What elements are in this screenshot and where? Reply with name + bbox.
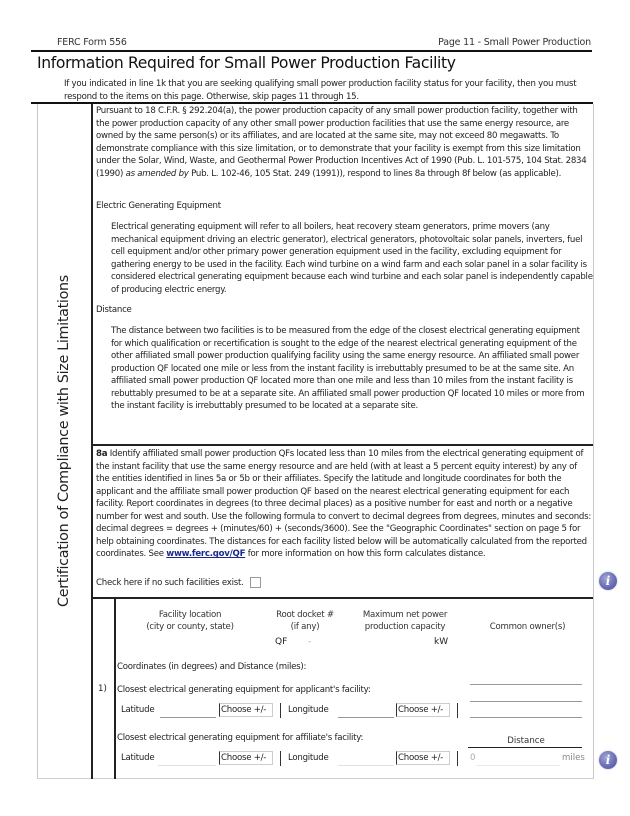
docket-prefix: QF	[275, 637, 288, 647]
affiliate-longitude-input[interactable]	[338, 752, 394, 766]
affiliate-latitude-label: Latitude	[121, 753, 155, 763]
section-top-rule	[31, 102, 593, 104]
row-number: 1)	[98, 684, 107, 694]
ege-heading: Electric Generating Equipment	[96, 201, 221, 211]
header-capacity-line2: production capacity	[364, 621, 446, 632]
distance-field	[476, 752, 560, 766]
line-8a-separator	[91, 444, 593, 446]
field-separator	[280, 703, 281, 718]
no-facilities-row	[96, 577, 261, 588]
section-right-border	[593, 104, 594, 779]
table-top-rule	[91, 597, 593, 599]
common-owner-input-2[interactable]	[470, 701, 582, 702]
label-column-divider	[91, 104, 93, 779]
applicant-longitude-input[interactable]	[338, 704, 394, 718]
applicant-equipment-label: Closest electrical generating equipment for applicant's facility:	[117, 685, 371, 695]
ege-text: Electrical generating equipment will refer to all boilers, heat recovery steam generators, prime movers (any mechanical equipment driving an electric generator), electrical generators, photovoltaic solar panels, inverters, fuel cell equipment and/or other primary power generation equipment used in the facility, excluding equipment for gathering energy to be used in the facility. Each wind turbine on a wind farm and each solar panel in a solar facility is considered electrical generating equipment because each wind turbine and each solar panel is independently capable of producing electric energy.	[111, 222, 593, 295]
line-8a-instructions	[96, 448, 592, 561]
row-number-divider	[114, 598, 116, 779]
page-title: Information Required for Small Power Production Facility	[37, 54, 456, 72]
applicant-latitude-input[interactable]	[160, 704, 216, 718]
capacity-unit: kW	[434, 637, 449, 647]
section-bottom-border	[37, 778, 594, 779]
distance-unit: miles	[562, 753, 585, 763]
no-facilities-label: Check here if no such facilities exist.	[96, 577, 244, 588]
info-icon[interactable]: i	[599, 572, 617, 590]
ferc-qf-link[interactable]: www.ferc.gov/QF	[166, 549, 246, 560]
size-limitation-paragraph	[96, 105, 592, 180]
field-separator	[457, 751, 458, 766]
line-8a-text-after: for more information on how this form calculates distance.	[245, 549, 486, 560]
line-8a-number: 8a	[96, 449, 108, 459]
affiliate-longitude-label: Longitude	[288, 753, 329, 763]
affiliate-latitude-input[interactable]	[158, 752, 216, 766]
header-location-line2: (city or county, state)	[146, 621, 234, 632]
coordinates-heading: Coordinates (in degrees) and Distance (miles):	[117, 662, 307, 672]
affiliate-latitude-sign-select[interactable]: Choose +/-	[219, 751, 273, 765]
applicant-latitude-label: Latitude	[121, 705, 155, 715]
header-rule	[31, 50, 592, 52]
header-root-docket	[270, 610, 340, 633]
intro-text: If you indicated in line 1k that you are seeking qualifying small power production facility status for your facility, then you must respond to the items on this page. Otherwise, skip pages 11 through 15.	[64, 79, 577, 102]
applicant-longitude-label: Longitude	[288, 705, 329, 715]
applicant-latitude-sign-select[interactable]: Choose +/-	[219, 703, 273, 717]
section-left-border	[37, 104, 38, 779]
header-location-line1: Facility location	[158, 610, 222, 620]
form-name: FERC Form 556	[57, 37, 127, 48]
section-side-label: Certification of Compliance with Size Limitations	[56, 275, 72, 607]
docket-input[interactable]: -	[308, 637, 312, 647]
common-owner-input-3[interactable]	[470, 717, 582, 718]
header-common-owners: Common owner(s)	[489, 622, 566, 632]
distance-heading: Distance	[96, 305, 132, 315]
no-facilities-checkbox[interactable]	[250, 577, 261, 588]
common-owner-input-1[interactable]	[470, 684, 582, 685]
header-capacity	[350, 610, 460, 633]
affiliate-equipment-label: Closest electrical generating equipment for affiliate's facility:	[117, 733, 364, 743]
distance-heading-rule	[468, 747, 582, 748]
line-8a-text: Identify affiliated small power production QFs located less than 10 miles from the electrical generating equipment of the instant facility that use the same energy resource and are held (with at least a 5 percent equity interest) by any of the entities identified in lines 5a or 5b or their affiliates. Specify the latitude and longitude coordinates for both the applicant and the affiliate small power production QF based on the nearest electrical generating equipment for each facility. Report coordinates in degrees (to three decimal places) as a positive number for east and north or a negative number for west and south. Use the following formula to convert to decimal degrees from degrees, minutes and seconds: decimal degrees = degrees + (minutes/60) + (seconds/3600). See the "Geographic Coordinates" section on page 5 for help obtaining coordinates. The distances for each facility listed below will be automatically calculated from the reported coordinates. See	[96, 449, 591, 560]
para1-post: Pub. L. 102-46, 105 Stat. 249 (1991)), respond to lines 8a through 8f below (as applicable).	[188, 168, 562, 179]
affiliate-longitude-sign-select[interactable]: Choose +/-	[396, 751, 450, 765]
distance-text: The distance between two facilities is to be measured from the edge of the closest electrical generating equipment for which qualification or recertification is sought to the edge of the nearest electrical generating equipment of the other affiliated small power production qualifying facility using the same energy resource. An affiliated small power production QF located one mile or less from the instant facility is irrebuttably presumed to be at the same site. An affiliated small power production QF located more than one mile and less than 10 miles from the instant facility is rebuttably presumed to be at a separate site. An affiliated small power production QF located 10 miles or more from the instant facility is irrebuttably presumed to be located at a separate site.	[111, 326, 585, 412]
page-label: Page 11 - Small Power Production	[438, 37, 591, 48]
applicant-longitude-sign-select[interactable]: Choose +/-	[396, 703, 450, 717]
field-separator	[280, 751, 281, 766]
para1-italic: as amended by	[125, 168, 189, 179]
para1-pre: Pursuant to 18 C.F.R. § 292.204(a), the power production capacity of any small power production facility, together with the power production capacity of any other small power production facilities that use the same energy resource, are owned by the same person(s) or its affiliates, and are located at the same site, may not exceed 80 megawatts. To demonstrate compliance with this size limitation, or to demonstrate that your facility is exempt from this size limitation under the Solar, Wind, Waste, and Geothermal Power Production Incentives Act of 1990 (Pub. L. 101-575, 104 Stat. 2834 (1990)	[96, 106, 587, 179]
distance-column-heading: Distance	[507, 736, 545, 746]
header-docket-line1: Root docket #	[276, 610, 334, 620]
header-facility-location	[140, 610, 240, 633]
info-icon[interactable]: i	[599, 751, 617, 769]
header-docket-line2: (if any)	[290, 621, 320, 632]
field-separator	[457, 703, 458, 718]
header-capacity-line1: Maximum net power	[362, 610, 448, 620]
distance-value: 0	[470, 753, 476, 763]
